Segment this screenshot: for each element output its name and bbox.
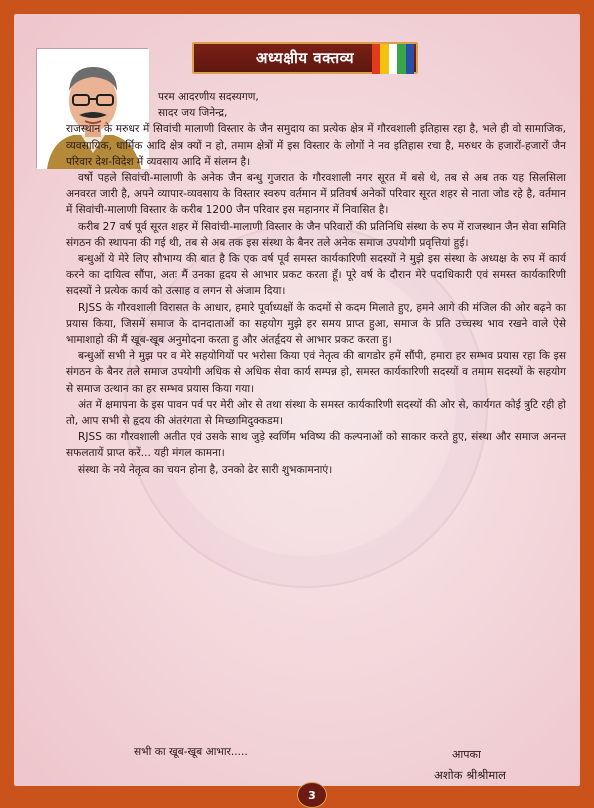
page-number: 3 [297,782,327,808]
paragraph: अंत में क्षमापना के इस पावन पर्व पर मेरी ओर से तथा संस्था के समस्त कार्यकारिणी सदस्यों की ओर से, कार्यगत कोई त्रुटि रही हो तो, आप सभी से हृदय की अंतरंगता से मिच्छामिदुक्कडम। [66,398,566,428]
salutation-line-1: परम आदरणीय सदस्यगण, [158,91,259,103]
letter-body [66,89,566,478]
signatory-name: अशोक श्रीश्रीमाल [434,768,506,782]
paragraph: वर्षो पहले सिवांची-मालाणी के अनेक जैन बन्धु गुजरात के गौरवशाली नगर सूरत में बसे थे, तब से अब तक यह सिलसिला अनवरत जारी है, अपने व्यापार-व्यवसाय के विस्तार स्वरुप वर्तमान में प्रतिवर्ष अनेकों परिवार सूरत शहर से नाता जोड रहे है, वर्तमान में सिवांची-मालाणी विस्तार के करीब 1200 जैन परिवार इस महानगर में निवासित है। [66,172,566,217]
closing-line: सभी का खूब-खूब आभार..... [134,746,248,758]
paragraph: बन्धुओं सभी ने मुझ पर व मेरे सहयोगियों पर भरोसा किया एवं नेतृत्व की बागडोर हमें सौंपी, हमारा हर सम्भव प्रयास रहा कि इस संगठन के बैनर तले समाज उपयोगी अधिक से अधिक सेवा कार्य सम्पन्न हो, समस्त कार्यकारिणी सदस्यों व तमाम सदस्यों के सहयोग से समाज उत्थान का हर सम्भव प्रयास किया गया। [66,350,566,395]
sign-off: आपका [452,748,481,761]
flag-stripes [372,44,414,74]
paragraph: करीब 27 वर्ष पूर्व सूरत शहर में सिवांची-मालाणी विस्तार के जैन परिवारों की प्रतिनिधि संस्था के रुप में राजस्थान जैन सेवा समिति संगठन की स्थापना की गई थी, तब से अब तक इस संस्था के बैनर तले अनेक समाज उपयोगी प्रवृत्तियां हुई। [66,220,566,249]
stripe-red [372,44,380,74]
stripe-white [389,44,397,74]
paragraph: संस्था के नये नेतृत्व का चयन होना है, उनको ढेर सारी शुभकामनाएं। [78,463,333,476]
paragraph: RJSS के गौरवशाली विरासत के आधार, हमारे पूर्वाध्यक्षों के कदमों से कदम मिलाते हुए, हमने आगे की मंजिल की ओर बढ़ने का प्रयास किया, जिसमें समाज के दानदाताओं का सहयोग मुझे हर समय प्राप्त हुआ, समाज के प्रति उच्चस्थ भाव रखने वाले ऐसे भामाशाहो की मैं खूब-खूब अनुमोदना करता हु और अंतर्हृदय से आभार प्रकट करता हु। [66,301,566,347]
section-title: अध्यक्षीय वक्तव्य [255,49,355,67]
stripe-yellow [380,44,388,74]
paragraph: बन्धुओं ये मेरे लिए सौभाग्य की बात है कि एक वर्ष पूर्व समस्त कार्यकारिणी सदस्यों ने मुझे इस संस्था के अध्यक्ष के रुप में कार्य करने का दायित्व सौंपा, अतः मैं उनका हृदय से आभार प्रकट करता हूँ। पूरे वर्ष के दौरान मेरे पदाधिकारी एवं समस्त कार्यकारिणी सदस्यों ने प्रत्येक कार्य को उत्साह व लगन से अंजाम दिया। [66,253,566,298]
salutation-line-2: सादर जय जिनेन्द्र, [158,107,228,120]
paragraph: राजस्थान के मरुधर में सिवांची मालाणी विस्तार के जैन समुदाय का प्रत्येक क्षेत्र में गौरवशाली इतिहास रहा है, भले ही वो सामाजिक, व्यवसायिक, धार्मिक आदि क्षेत्र क्यों न हो, तमाम क्षेत्रों में इस विस्तार के लोगों ने नव इतिहास रचा है, मरुधर के हजारों-हजारों जैन परिवार देश-विदेश में व्यवसाय आदि में संलग्न है। [66,123,566,168]
stripe-green [397,44,405,74]
paragraph: RJSS का गौरवशाली अतीत एवं उसके साथ जुड़े स्वर्णिम भविष्य की कल्पनाओं को साकार करते हुए, संस्था और समाज अनन्त सफलतायें प्राप्त करें... यही मंगल कामना। [66,431,566,460]
stripe-blue [406,44,414,74]
document-page [14,14,580,802]
